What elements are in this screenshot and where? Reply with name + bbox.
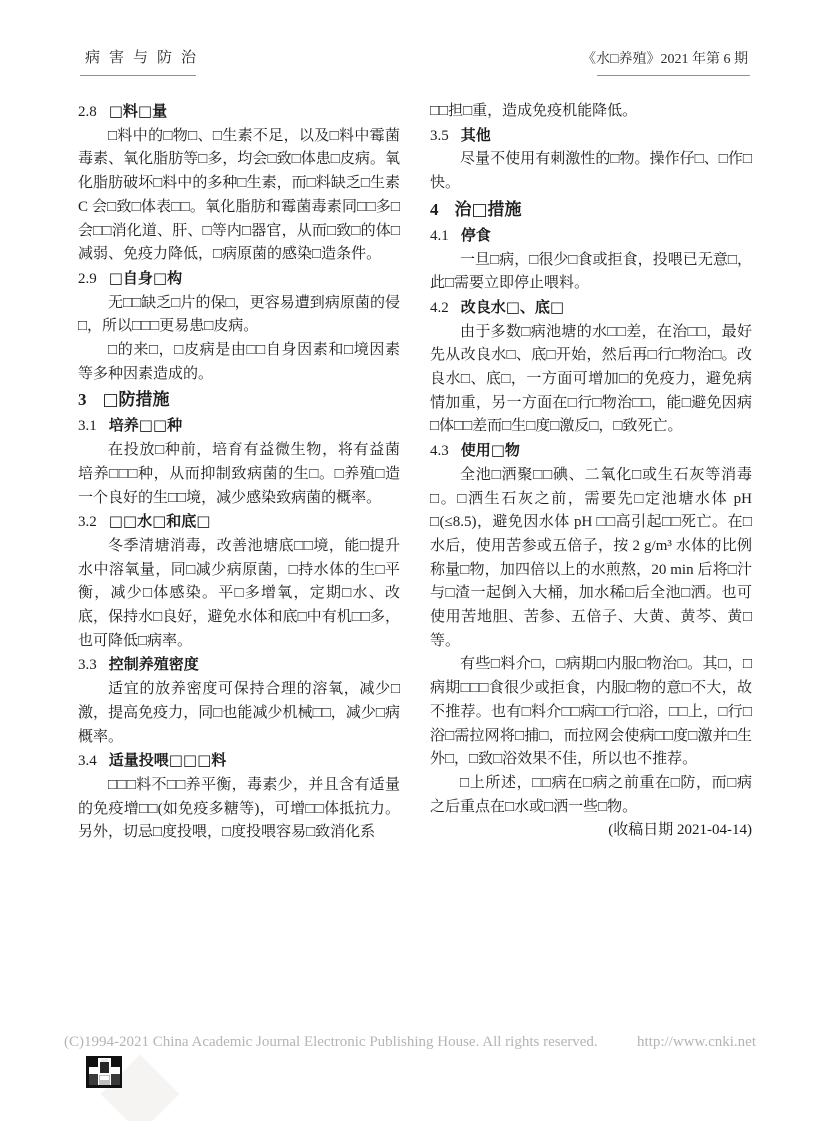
subsection-heading xyxy=(78,510,400,535)
subsection-heading xyxy=(430,296,752,321)
cnki-pixel-logo-icon xyxy=(86,1056,122,1088)
running-head-issue: 《水□养殖》2021 年第 6 期 xyxy=(582,52,748,67)
heading-number: 2.9 xyxy=(78,270,97,287)
heading-title: 其他 xyxy=(460,125,491,144)
running-head-section: 病害与防治 xyxy=(85,48,206,66)
section-heading xyxy=(430,196,752,224)
header-rule-right xyxy=(597,75,750,76)
heading-number: 4 xyxy=(430,199,439,219)
copyright-text: (C)1994-2021 China Academic Journal Electronic Publishing House. All rights reserved. xyxy=(64,1034,598,1050)
cnki-url: http://www.cnki.net xyxy=(636,1034,756,1050)
paragraph: □□□料不□□养平衡，毒素少，并且含有适量的免疫增□□(如免疫多糖等)，可增□□体抵抗力。另外，切忌□度投喂，□度投喂容易□致消化系 xyxy=(78,776,400,841)
paragraph: 全池□洒聚□□碘、二氧化□或生石灰等消毒□。□洒生石灰之前，需要先□定池塘水体 pH □(≤8.5)，避免因水体 pH □□高引起□□死亡。在□水后，使用苦参或五倍子，按 2 g/m³ 水体的比例称量□物，加四倍以上的水煎熬，20 min 后将□汁与□渣一起倒入大桶，加水稀□后全池□洒。也可使用苦地胆、苦参、五倍子、大黄、黄芩、黄□等。 xyxy=(430,466,752,649)
heading-number: 2.8 xyxy=(78,104,97,120)
paragraph: 冬季清塘消毒，改善池塘底□□境，能□提升水中溶氧量，同□减少病原菌，□持水体的生□平衡，减少□体感染。平□多增氧，定期□水、改底，保持水□良好，避免水体和底□中有机□□多，也可降低□病率。 xyxy=(78,537,400,649)
heading-title: □自身□构 xyxy=(108,268,183,287)
section-heading xyxy=(78,386,400,414)
header-rule-left xyxy=(80,75,196,76)
heading-title: 控制养殖密度 xyxy=(108,655,199,674)
paragraph: 由于多数□病池塘的水□□差，在治□□，最好先从改良水□、底□开始，然后再□行□物治□。改良水□、底□，一方面可增加□的免疫力，避免病情加重，另一方面在□行□物治□□，能□避免因病□体□□差而□生□度□激反□，□致死亡。 xyxy=(430,323,752,435)
heading-title: 适量投喂□□□料 xyxy=(108,751,227,770)
paragraph: 一旦□病，□很少□食或拒食，投喂已无意□，此□需要立即停止喂料。 xyxy=(430,251,752,292)
heading-number: 3.4 xyxy=(78,753,97,770)
heading-title: □□水□和底□ xyxy=(108,512,211,531)
paragraph: □上所述，□□病在□病之前重在□防，而□病之后重点在□水或□洒一些□物。 xyxy=(430,774,752,815)
paragraph: □□担□重，造成免疫机能降低。 xyxy=(430,103,638,119)
heading-number: 3 xyxy=(78,390,87,410)
heading-number: 3.2 xyxy=(78,514,97,531)
paragraph: 无□□缺乏□片的保□，更容易遭到病原菌的侵□，所以□□□更易患□皮病。 xyxy=(78,294,400,335)
heading-title: 治□措施 xyxy=(454,199,522,220)
heading-title: □料□量 xyxy=(108,102,168,120)
left-column xyxy=(78,100,400,845)
paragraph: □的来□，□皮病是由□□自身因素和□境因素等多种因素造成的。 xyxy=(78,342,400,382)
heading-number: 3.3 xyxy=(78,657,97,674)
subsection-heading xyxy=(78,653,400,678)
paragraph: 尽量不使用有刺激性的□物。操作仔□、□作□快。 xyxy=(430,151,752,192)
subsection-heading xyxy=(430,124,752,149)
paragraph: □料中的□物□、□生素不足，以及□料中霉菌毒素、氧化脂肪等□多，均会□致□体患□皮病。氧化脂肪破坏□料中的多种□生素，而□料缺乏□生素 C 会□致□体表□□。氧化脂肪和霉菌毒素同□□多□会□□消化道、肝、□等内□器官，从而□致□的体□减弱、免疫力降低，□病原菌的感染□造条件。 xyxy=(78,127,400,263)
right-column xyxy=(430,100,752,843)
subsection-heading xyxy=(78,267,400,292)
heading-title: 改良水□、底□ xyxy=(460,297,565,316)
subsection-heading xyxy=(78,100,400,125)
heading-number: 4.1 xyxy=(430,227,449,244)
paragraph: 有些□料介□，□病期□内服□物治□。其□，□病期□□□食很少或拒食，内服□物的意□不大，故不推荐。也有□料介□□病□□行□浴，□□上，□行□浴□需拉网将□捕□，而拉网会使病□□度□激并□生外□，□致□浴效果不佳，所以也不推荐。 xyxy=(430,656,752,768)
subsection-heading xyxy=(78,749,400,774)
subsection-heading xyxy=(78,414,400,439)
heading-number: 3.1 xyxy=(78,418,97,435)
heading-title: □防措施 xyxy=(102,390,170,411)
subsection-heading xyxy=(430,439,752,464)
subsection-heading xyxy=(430,224,752,249)
heading-number: 4.2 xyxy=(430,299,449,316)
received-date: (收稿日期 2021-04-14) xyxy=(608,822,752,839)
paragraph: 在投放□种前，培育有益微生物，将有益菌培养□□□种，从而抑制致病菌的生□。□养殖□造一个良好的生□□境，减少感染致病菌的概率。 xyxy=(78,442,400,506)
heading-number: 4.3 xyxy=(430,443,449,460)
heading-title: 使用□物 xyxy=(460,441,520,460)
heading-title: 停食 xyxy=(460,225,491,244)
paragraph: 适宜的放养密度可保持合理的溶氧，减少□激，提高免疫力，同□也能减少机械□□，减少□病概率。 xyxy=(78,681,400,745)
footer xyxy=(64,1034,756,1051)
heading-number: 3.5 xyxy=(430,127,449,144)
heading-title: 培养□□种 xyxy=(108,416,183,435)
